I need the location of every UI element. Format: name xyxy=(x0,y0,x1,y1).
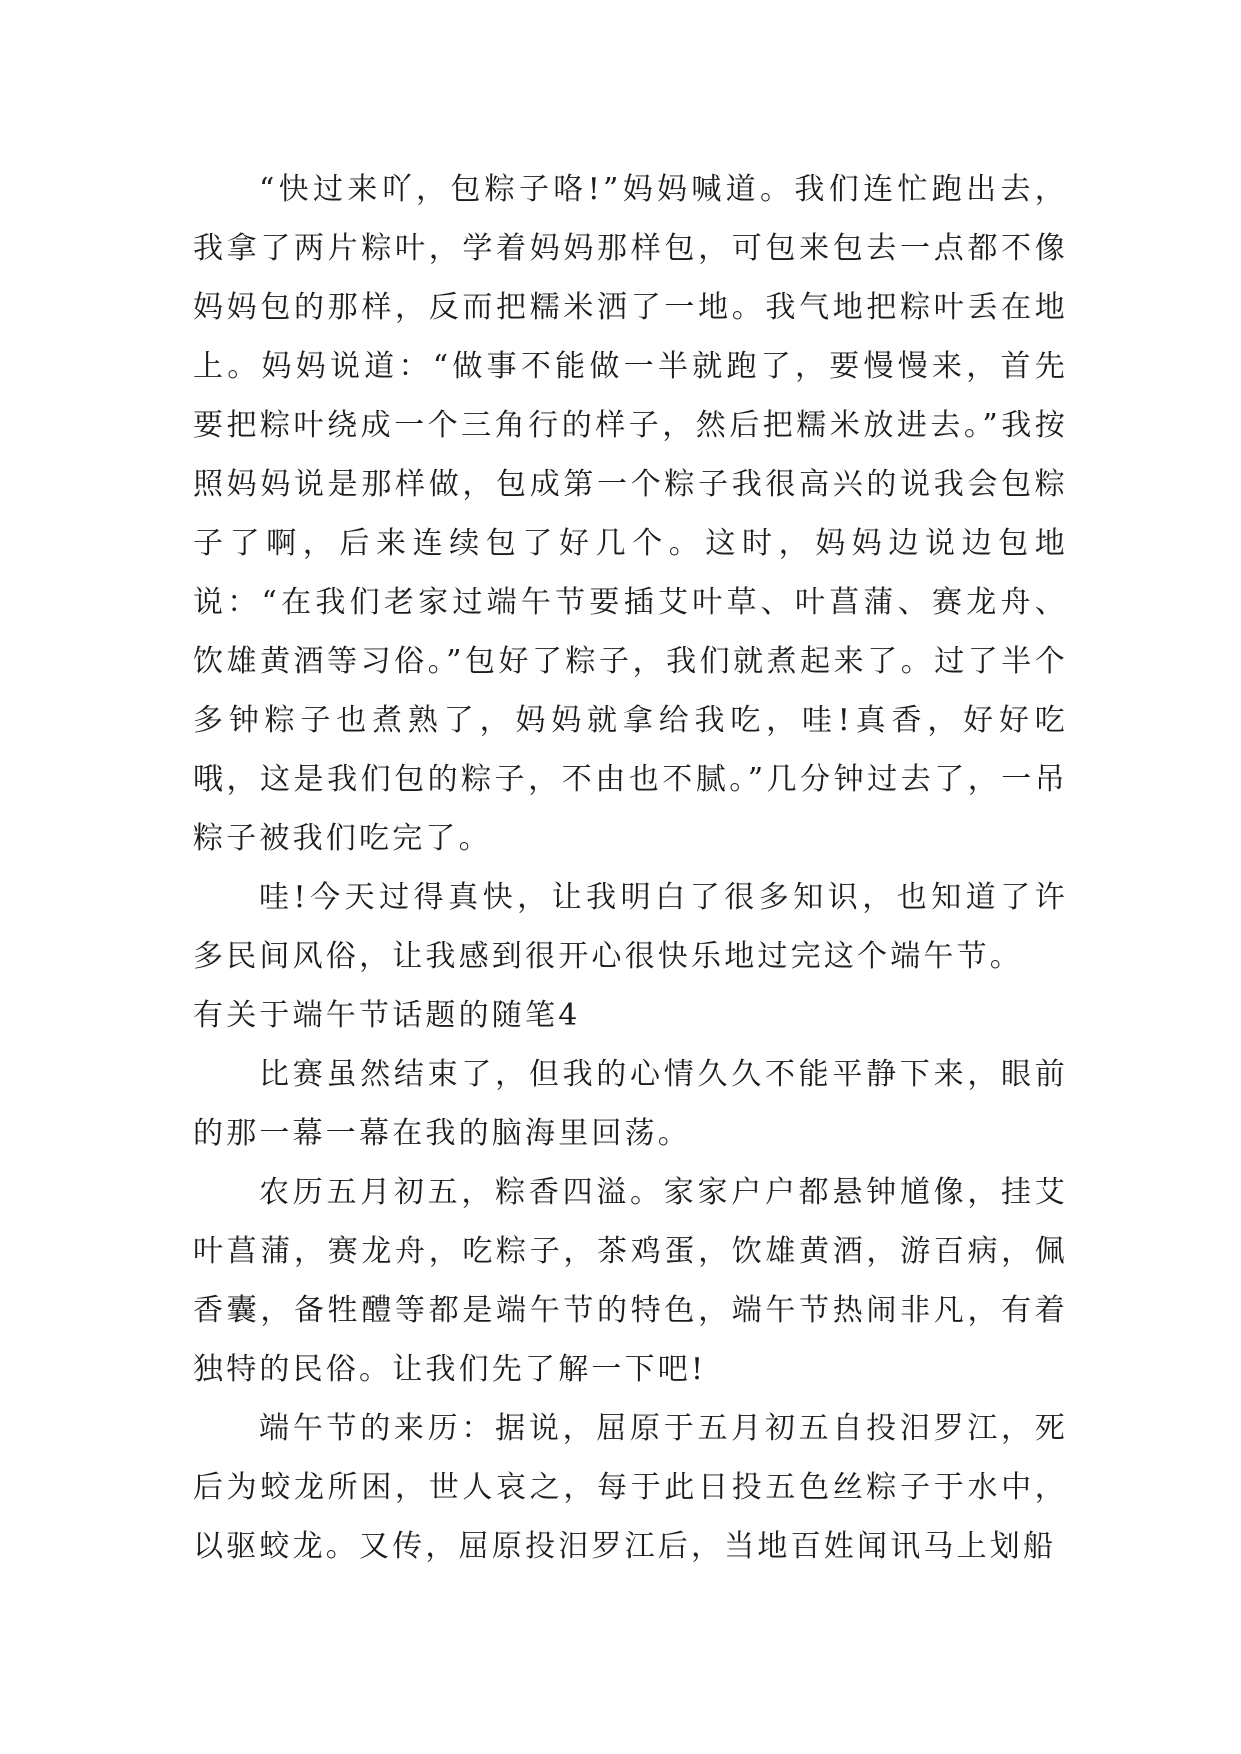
paragraph-conclusion: 哇!今天过得真快，让我明白了很多知识，也知道了许多民间风俗，让我感到很开心很快乐地过完这个端午节。 xyxy=(193,880,1068,974)
paragraph-race-ended: 比赛虽然结束了，但我的心情久久不能平静下来，眼前的那一幕一幕在我的脑海里回荡。 xyxy=(193,1057,1068,1151)
section-heading: 有关于端午节话题的随笔4 xyxy=(193,998,581,1033)
paragraph-customs: 农历五月初五，粽香四溢。家家户户都悬钟馗像，挂艾叶菖蒲，赛龙舟，吃粽子，茶鸡蛋，饮雄黄酒，游百病，佩香囊，备牲醴等都是端午节的特色，端午节热闹非凡，有着独特的民俗。让我们先了解一下吧! xyxy=(193,1175,1068,1387)
paragraph-origin: 端午节的来历：据说，屈原于五月初五自投汨罗江，死后为蛟龙所困，世人哀之，每于此日投五色丝粽子于水中，以驱蛟龙。又传，屈原投汨罗江后，当地百姓闻讯马上划船 xyxy=(193,1411,1068,1564)
paragraph-zongzi-making: “快过来吖，包粽子咯!”妈妈喊道。我们连忙跑出去，我拿了两片粽叶，学着妈妈那样包，可包来包去一点都不像妈妈包的那样，反而把糯米洒了一地。我气地把粽叶丢在地上。妈妈说道：“做事不能做一半就跑了，要慢慢来，首先要把粽叶绕成一个三角行的样子，然后把糯米放进去。”我按照妈妈说是那样做，包成第一个粽子我很高兴的说我会包粽子了啊，后来连续包了好几个。这时，妈妈边说边包地说：“在我们老家过端午节要插艾叶草、叶菖蒲、赛龙舟、饮雄黄酒等习俗。”包好了粽子，我们就煮起来了。过了半个多钟粽子也煮熟了，妈妈就拿给我吃，哇!真香，好好吃哦，这是我们包的粽子，不由也不腻。”几分钟过去了，一吊粽子被我们吃完了。 xyxy=(193,172,1068,856)
document-body xyxy=(193,160,1068,1576)
